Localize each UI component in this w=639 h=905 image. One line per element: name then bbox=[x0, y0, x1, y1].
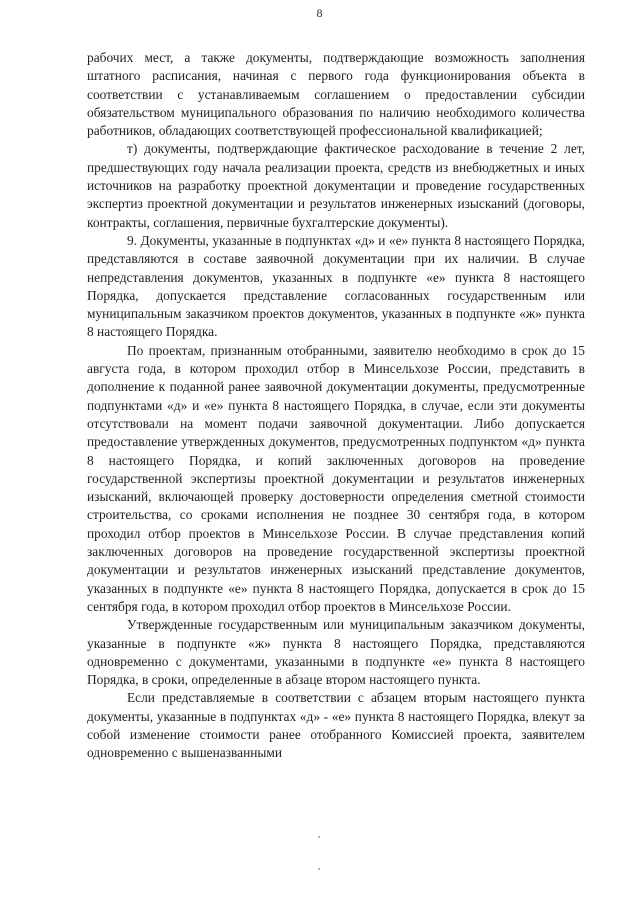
paragraph-item-9: 9. Документы, указанные в подпунктах «д» и «е» пункта 8 настоящего Порядка, представляются в составе заявочной документации при их наличии. В случае непредставления документов, указанных в подпункте «е» пункта 8 настоящего Порядка, допускается представление согласованных государственным или муниципальным заказчиком проектов документов, указанных в подпункте «ж» пункта 8 настоящего Порядка. bbox=[87, 232, 585, 340]
paragraph-item-t: т) документы, подтверждающие фактическое расходование в течение 2 лет, предшествующих году начала реализации проекта, средств из внебюджетных и иных источников на разработку проектной документации и проведение государственных экспертиз проектной документации и результатов инженерных изысканий (договоры, контракты, соглашения, первичные бухгалтерские документы). bbox=[87, 141, 585, 230]
document-body bbox=[87, 49, 585, 763]
paragraph-selected-projects: По проектам, признанным отобранными, заявителю необходимо в срок до 15 августа года, в котором проходил отбор в Минсельхозе России, представить в дополнение к поданной ранее заявочной документации документы, предусмотренные подпунктами «д» и «е» пункта 8 настоящего Порядка, в случае, если эти документы отсутствовали на момент подачи заявочной документации. Либо допускается предоставление утвержденных документов, предусмотренных подпунктом «д» пункта 8 настоящего Порядка, и копий заключенных договоров на проведение государственной экспертизы проектной документации и результатов инженерных изысканий, включающей проверку достоверности определения сметной стоимости строительства, со сроками исполнения не позднее 30 сентября года, в котором проходил отбор проектов в Минсельхозе России. В случае представления копий заключенных договоров на проведение государственной экспертизы проектной документации и результатов инженерных изысканий представление документов, указанных в подпункте «е» пункта 8 настоящего Порядка, допускается в срок до 15 сентября года, в котором проходил отбор проектов в Минсельхозе России. bbox=[87, 342, 585, 614]
scan-speck bbox=[318, 868, 320, 870]
scan-speck bbox=[318, 836, 320, 838]
paragraph-continuation: рабочих мест, а также документы, подтверждающие возможность заполнения штатного расписания, начиная с первого года функционирования объекта в соответствии с устанавливаемым соглашением о предоставлении субсидии обязательством муниципального образования по наличию необходимого количества работников, обладающих соответствующей профессиональной квалификацией; bbox=[87, 50, 585, 139]
paragraph-approved-documents: Утвержденные государственным или муниципальным заказчиком документы, указанные в подпункте «ж» пункта 8 настоящего Порядка, представляются одновременно с документами, указанными в подпункте «е» пункта 8 настоящего Порядка, в сроки, определенные в абзаце втором настоящего пункта. bbox=[87, 617, 585, 688]
page-number: 8 bbox=[316, 6, 323, 20]
paragraph-cost-change: Если представляемые в соответствии с абзацем вторым настоящего пункта документы, указанные в подпунктах «д» - «е» пункта 8 настоящего Порядка, влекут за собой изменение стоимости ранее отобранного Комиссией проекта, заявителем одновременно с вышеназванными bbox=[87, 690, 585, 761]
